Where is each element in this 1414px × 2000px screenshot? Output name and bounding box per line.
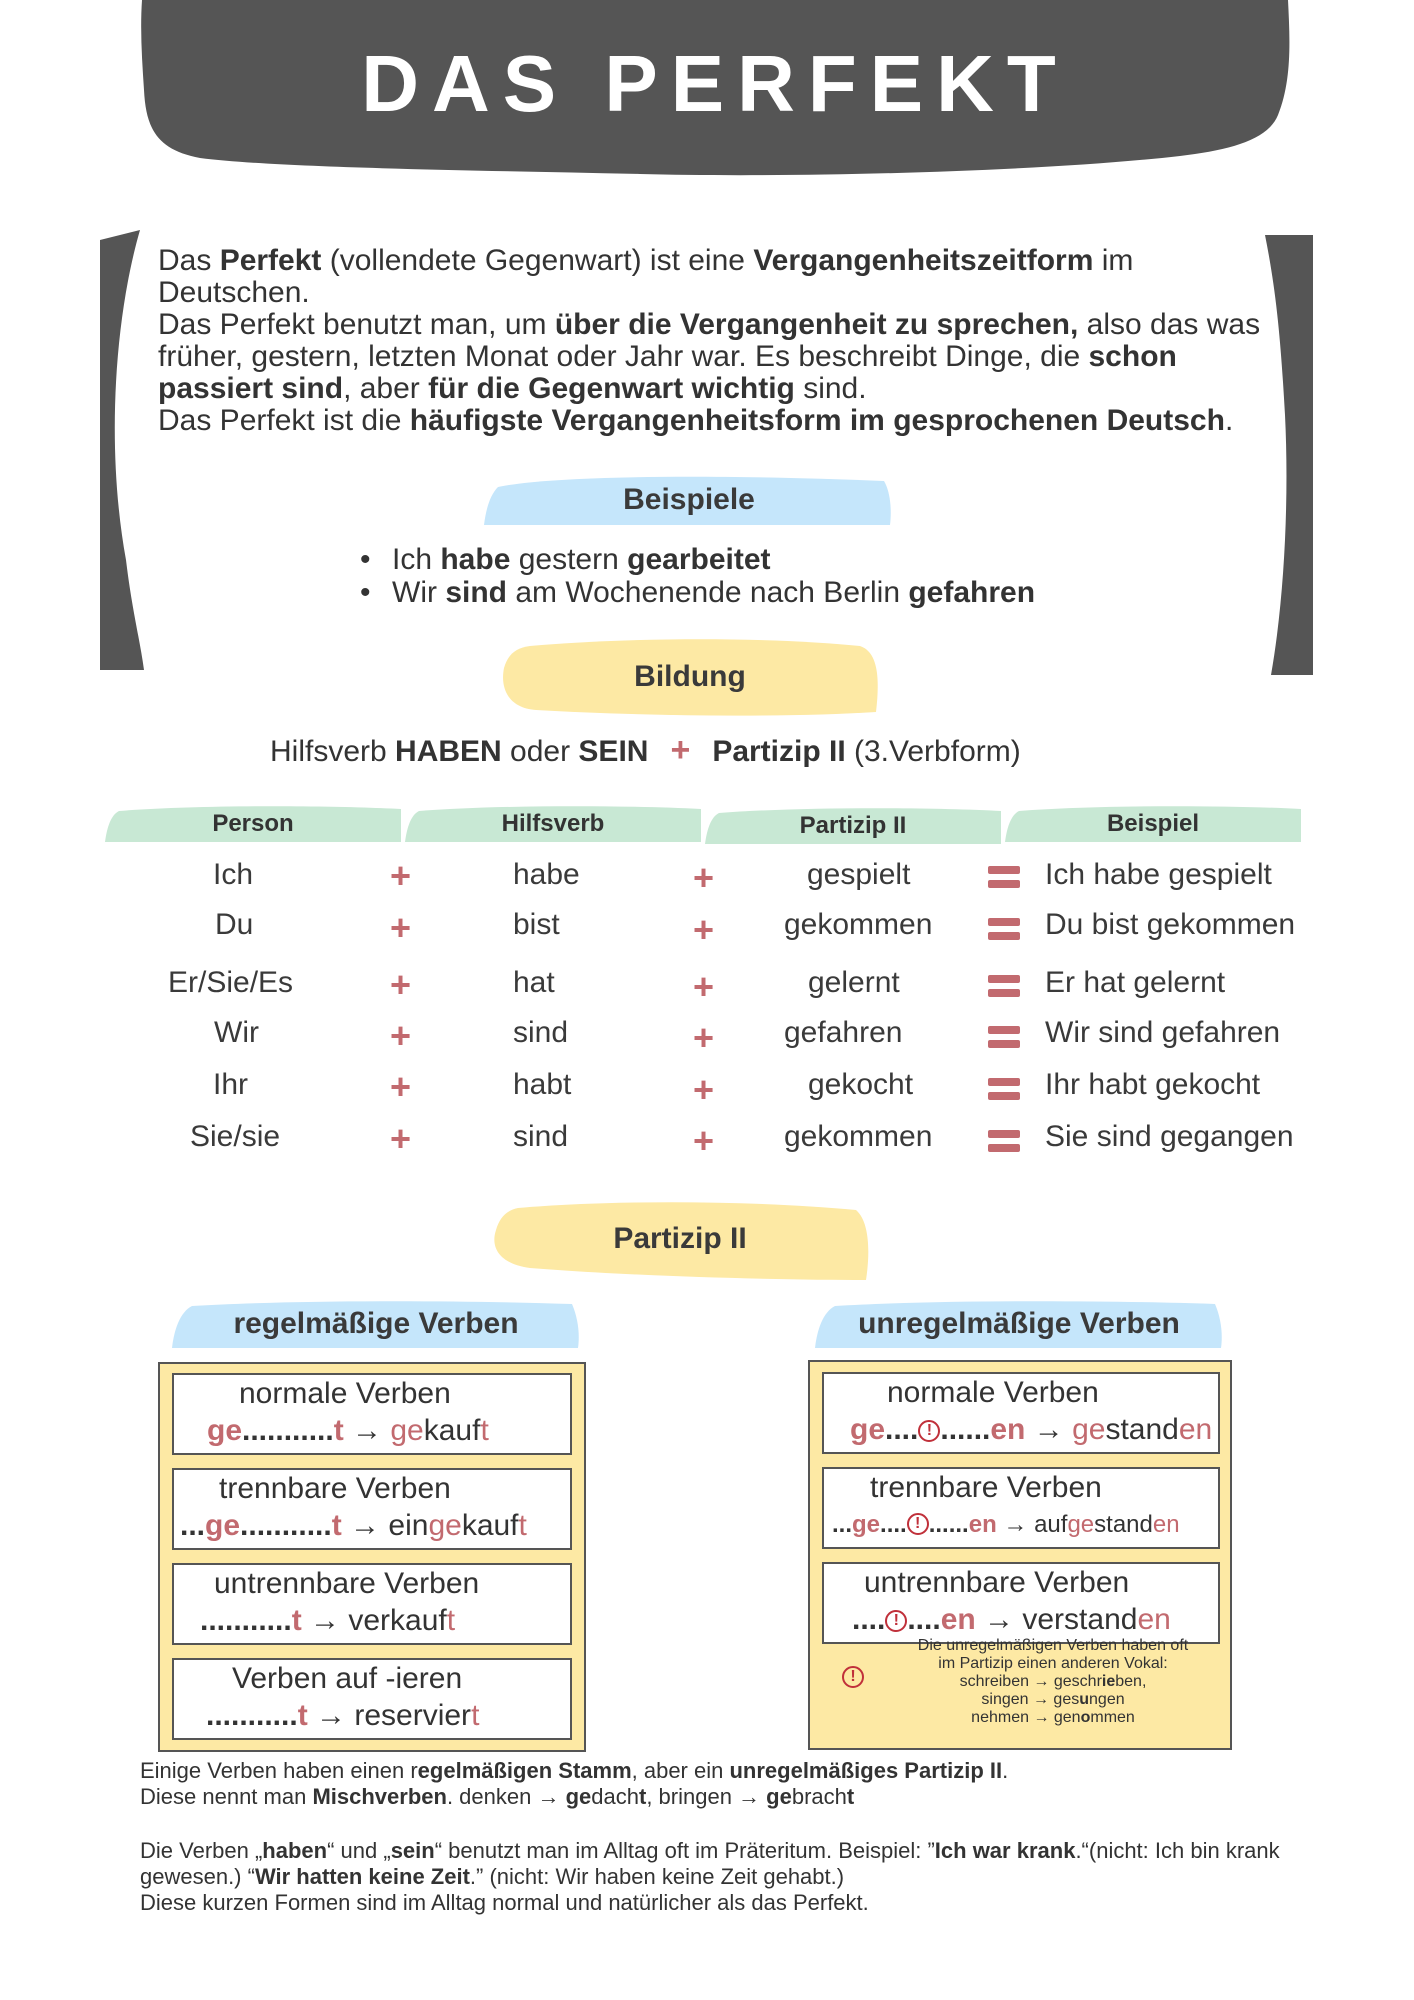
plus-icon: + bbox=[390, 855, 412, 896]
table-cell-partizip: gekommen bbox=[784, 908, 933, 941]
regular-separable-box bbox=[172, 1468, 572, 1550]
plus-icon: + bbox=[693, 966, 715, 1007]
box-rule: ...........t → verkauft bbox=[200, 1604, 456, 1637]
box-rule: ge.... ! ......en → gestanden bbox=[850, 1413, 1213, 1446]
box-title: trennbare Verben bbox=[870, 1471, 1102, 1504]
equals-icon bbox=[988, 1130, 1020, 1154]
table-cell-beispiel: Er hat gelernt bbox=[1045, 966, 1226, 999]
table-cell-person: Ihr bbox=[213, 1068, 249, 1101]
plus-icon: + bbox=[693, 1069, 715, 1110]
table-cell-beispiel: Du bist gekommen bbox=[1045, 908, 1296, 941]
table-cell-person: Sie/sie bbox=[190, 1120, 281, 1153]
plus-icon: + bbox=[693, 909, 715, 950]
plus-icon: + bbox=[693, 1017, 715, 1058]
box-title: normale Verben bbox=[887, 1376, 1099, 1409]
plus-icon: + bbox=[670, 731, 691, 769]
list-item: • Ich habe gestern gearbeitet bbox=[360, 543, 1035, 576]
box-rule: .... ! ....en → verstanden bbox=[852, 1603, 1171, 1636]
vowel-change-mark-icon: ! bbox=[918, 1420, 940, 1442]
table-header-person: Person bbox=[105, 805, 401, 842]
regular-ieren-box bbox=[172, 1658, 572, 1740]
table-cell-partizip: gefahren bbox=[784, 1016, 903, 1049]
equals-icon bbox=[988, 1026, 1020, 1050]
vowel-change-mark-icon: ! bbox=[907, 1513, 929, 1535]
box-rule: ...ge.... ! ......en → aufgestanden bbox=[832, 1511, 1180, 1538]
table-header-partizip: Partizip II bbox=[705, 807, 1001, 844]
table-cell-person: Du bbox=[215, 908, 254, 941]
box-title: trennbare Verben bbox=[219, 1472, 451, 1505]
box-title: normale Verben bbox=[239, 1377, 451, 1410]
regular-verbs-heading: regelmäßige Verben bbox=[172, 1300, 580, 1348]
irregular-inseparable-box bbox=[822, 1562, 1220, 1644]
intro-line-definition: Das Perfekt (vollendete Gegenwart) ist eine Vergangenheitszeitform im Deutschen. bbox=[158, 244, 1134, 309]
box-rule: ...........t → reserviert bbox=[206, 1699, 480, 1732]
intro-line-usage: Das Perfekt benutzt man, um über die Vergangenheit zu sprechen, also das was früher, gestern, letzten Monat oder Jahr war. Es beschreibt Dinge, die schon passiert sind, aber für die Gegenwart wichtig sind. bbox=[158, 308, 1261, 405]
mischverben-note: Einige Verben haben einen regelmäßigen Stamm, aber ein unregelmäßiges Partizip II. Diese nennt man Mischverben. denken → gedacht, bringen → gebracht bbox=[140, 1758, 1009, 1809]
bildung-heading: Bildung bbox=[500, 638, 880, 718]
list-item: • Wir sind am Wochenende nach Berlin gefahren bbox=[360, 576, 1035, 609]
beispiele-heading: Beispiele bbox=[484, 475, 894, 525]
box-rule: ...ge...........t → eingekauft bbox=[180, 1509, 527, 1542]
partizip-heading: Partizip II bbox=[490, 1202, 870, 1280]
irregular-verbs-heading: unregelmäßige Verben bbox=[815, 1300, 1223, 1348]
praeteritum-note: Die Verben „haben“ und „sein“ benutzt man im Alltag oft im Präteritum. Beispiel: ”Ich war krank.“(nicht: Ich bin krank gewesen.) “Wir hatten keine Zeit.” (nicht: Wir haben keine Zeit gehabt.) Diese kurzen Formen sind im Alltag normal und natürlicher als das Perfekt. bbox=[140, 1838, 1280, 1915]
beispiele-list bbox=[360, 543, 1035, 609]
table-cell-partizip: gespielt bbox=[807, 858, 911, 891]
table-cell-hilfsverb: sind bbox=[513, 1120, 569, 1153]
vowel-change-mark-icon: ! bbox=[885, 1610, 907, 1632]
left-bracket-decoration bbox=[100, 230, 150, 670]
table-cell-hilfsverb: bist bbox=[513, 908, 560, 941]
table-cell-beispiel: Sie sind gegangen bbox=[1045, 1120, 1294, 1153]
table-cell-hilfsverb: habt bbox=[513, 1068, 572, 1101]
table-cell-beispiel: Ihr habt gekocht bbox=[1045, 1068, 1261, 1101]
plus-icon: + bbox=[390, 1066, 412, 1107]
box-rule: ge...........t → gekauft bbox=[207, 1414, 489, 1447]
table-cell-hilfsverb: sind bbox=[513, 1016, 569, 1049]
irregular-normal-box bbox=[822, 1372, 1220, 1454]
equals-icon bbox=[988, 866, 1020, 890]
equals-icon bbox=[988, 975, 1020, 999]
table-cell-person: Ich bbox=[213, 858, 254, 891]
intro-line-frequency: Das Perfekt ist die häufigste Vergangenheitsform im gesprochenen Deutsch. bbox=[158, 404, 1234, 437]
plus-icon: + bbox=[693, 857, 715, 898]
bildung-formula: Hilfsverb HABEN oder SEIN + Partizip II (3.Verbform) bbox=[270, 731, 1021, 769]
box-title: Verben auf -ieren bbox=[232, 1662, 463, 1695]
table-cell-person: Er/Sie/Es bbox=[168, 966, 294, 999]
table-cell-hilfsverb: hat bbox=[513, 966, 555, 999]
table-header-hilfsverb: Hilfsverb bbox=[405, 805, 701, 842]
table-cell-person: Wir bbox=[214, 1016, 259, 1049]
table-cell-hilfsverb: habe bbox=[513, 858, 580, 891]
right-bracket-decoration bbox=[1265, 235, 1315, 675]
regular-normal-box bbox=[172, 1373, 572, 1455]
box-title: untrennbare Verben bbox=[864, 1566, 1130, 1599]
page-title: DAS PERFEKT bbox=[361, 39, 1069, 128]
plus-icon: + bbox=[390, 1118, 412, 1159]
table-cell-beispiel: Ich habe gespielt bbox=[1045, 858, 1272, 891]
table-header-beispiel: Beispiel bbox=[1005, 805, 1301, 842]
vowel-change-mark-icon: ! bbox=[842, 1666, 864, 1688]
intro-paragraph bbox=[158, 245, 1268, 437]
box-title: untrennbare Verben bbox=[214, 1567, 480, 1600]
table-cell-beispiel: Wir sind gefahren bbox=[1045, 1016, 1281, 1049]
irregular-separable-box bbox=[822, 1467, 1220, 1549]
table-cell-partizip: gekocht bbox=[808, 1068, 914, 1101]
plus-icon: + bbox=[693, 1120, 715, 1161]
plus-icon: + bbox=[390, 964, 412, 1005]
equals-icon bbox=[988, 918, 1020, 942]
table-cell-partizip: gekommen bbox=[784, 1120, 933, 1153]
equals-icon bbox=[988, 1078, 1020, 1102]
regular-inseparable-box bbox=[172, 1563, 572, 1645]
plus-icon: + bbox=[390, 907, 412, 948]
table-cell-partizip: gelernt bbox=[808, 966, 900, 999]
plus-icon: + bbox=[390, 1015, 412, 1056]
irregular-vowel-note: Die unregelmäßigen Verben haben oft im Partizip einen anderen Vokal: schreiben → geschrieben, singen → gesungen nehmen → genommen bbox=[917, 1637, 1189, 1726]
